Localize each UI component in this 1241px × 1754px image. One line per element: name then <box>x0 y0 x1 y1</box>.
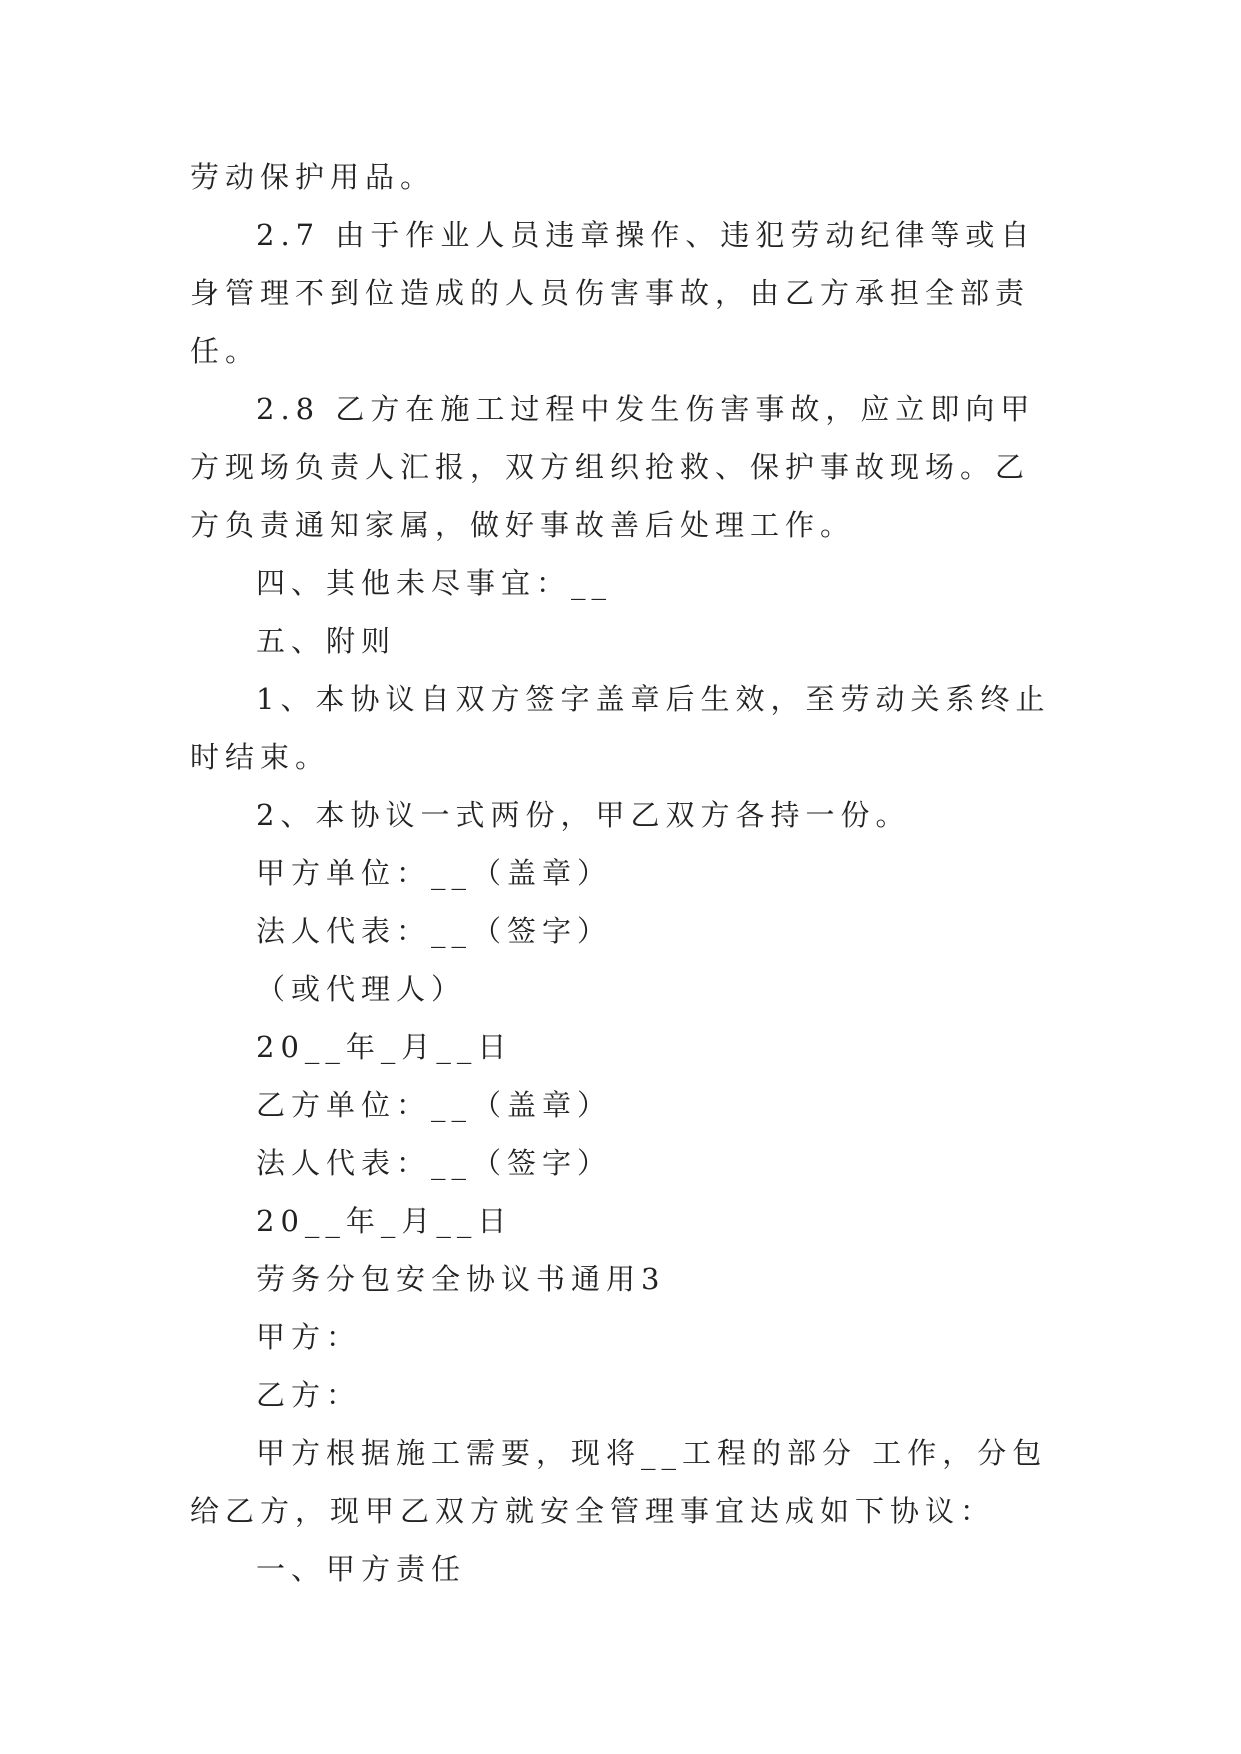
section-heading: 一、甲方责任 <box>256 1552 467 1586</box>
signature-line: 法人代表：__（签字） <box>256 914 613 948</box>
signature-line: 乙方单位：__（盖章） <box>256 1088 613 1122</box>
paragraph: 2、本协议一式两份，甲乙双方各持一份。 <box>256 798 911 832</box>
party-line: 乙方： <box>256 1378 362 1412</box>
section-heading: 五、附则 <box>256 624 397 658</box>
party-line: 甲方： <box>256 1320 362 1354</box>
paragraph: 劳动保护用品。 <box>190 160 436 194</box>
date-line: 20__年_月__日 <box>256 1204 513 1238</box>
paragraph: 2.7 由于作业人员违章操作、违犯劳动纪律等或自身管理不到位造成的人员伤害事故，由乙方承担全部责任。 <box>190 218 1036 368</box>
document-page <box>190 148 1060 1598</box>
paragraph: 2.8 乙方在施工过程中发生伤害事故，应立即向甲方现场负责人汇报，双方组织抢救、保护事故现场。乙方负责通知家属，做好事故善后处理工作。 <box>190 392 1036 542</box>
paragraph: 1、本协议自双方签字盖章后生效，至劳动关系终止时结束。 <box>190 682 1051 774</box>
signature-line: 法人代表：__（签字） <box>256 1146 613 1180</box>
signature-line: （或代理人） <box>256 972 467 1006</box>
document-title: 劳务分包安全协议书通用3 <box>256 1262 666 1296</box>
date-line: 20__年_月__日 <box>256 1030 513 1064</box>
signature-line: 甲方单位：__（盖章） <box>256 856 613 890</box>
paragraph: 甲方根据施工需要，现将__工程的部分 工作，分包给乙方，现甲乙双方就安全管理事宜达成如下协议： <box>190 1436 1048 1528</box>
section-heading: 四、其他未尽事宜：__ <box>256 566 613 600</box>
